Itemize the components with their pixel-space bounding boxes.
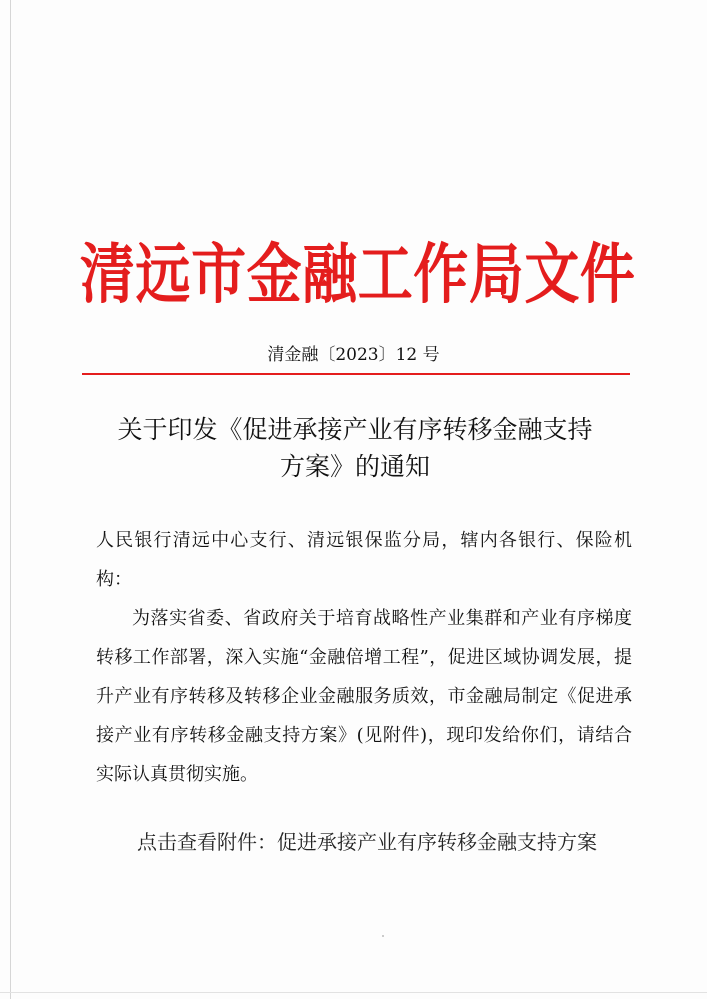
letterhead-char: 作 [413,236,469,312]
letterhead-char: 文 [524,236,580,312]
letterhead-char: 件 [579,236,635,312]
red-divider-line [82,373,630,375]
letterhead-char: 远 [135,236,191,312]
letterhead-char: 局 [468,236,524,312]
document-title [90,411,620,485]
scan-edge [10,0,11,999]
salutation: 人民银行清远中心支行、清远银保监分局，辖内各银行、保险机构： [96,530,632,590]
attachment-link[interactable]: 点击查看附件：促进承接产业有序转移金融支持方案 [137,830,597,854]
letterhead-title [80,234,635,314]
scan-speck [382,935,384,937]
document-title-line: 关于印发《促进承接产业有序转移金融支持 [117,415,593,444]
document-number: 清金融〔2023〕12 号 [267,345,440,365]
scan-edge [0,992,707,993]
letterhead-char: 工 [357,236,413,312]
letterhead-char: 市 [191,236,247,312]
letterhead-char: 金 [246,236,302,312]
letterhead-char: 融 [302,236,358,312]
letterhead-char: 清 [80,236,136,312]
document-title-line: 方案》的通知 [279,452,430,481]
document-body [96,521,632,794]
body-paragraph: 为落实省委、省政府关于培育战略性产业集群和产业有序梯度转移工作部署，深入实施“金融倍增工程”，促进区域协调发展，提升产业有序转移及转移企业金融服务质效，市金融局制定《促进承接产业有序转移金融支持方案》(见附件)，现印发给你们，请结合实际认真贯彻实施。 [96,608,632,785]
